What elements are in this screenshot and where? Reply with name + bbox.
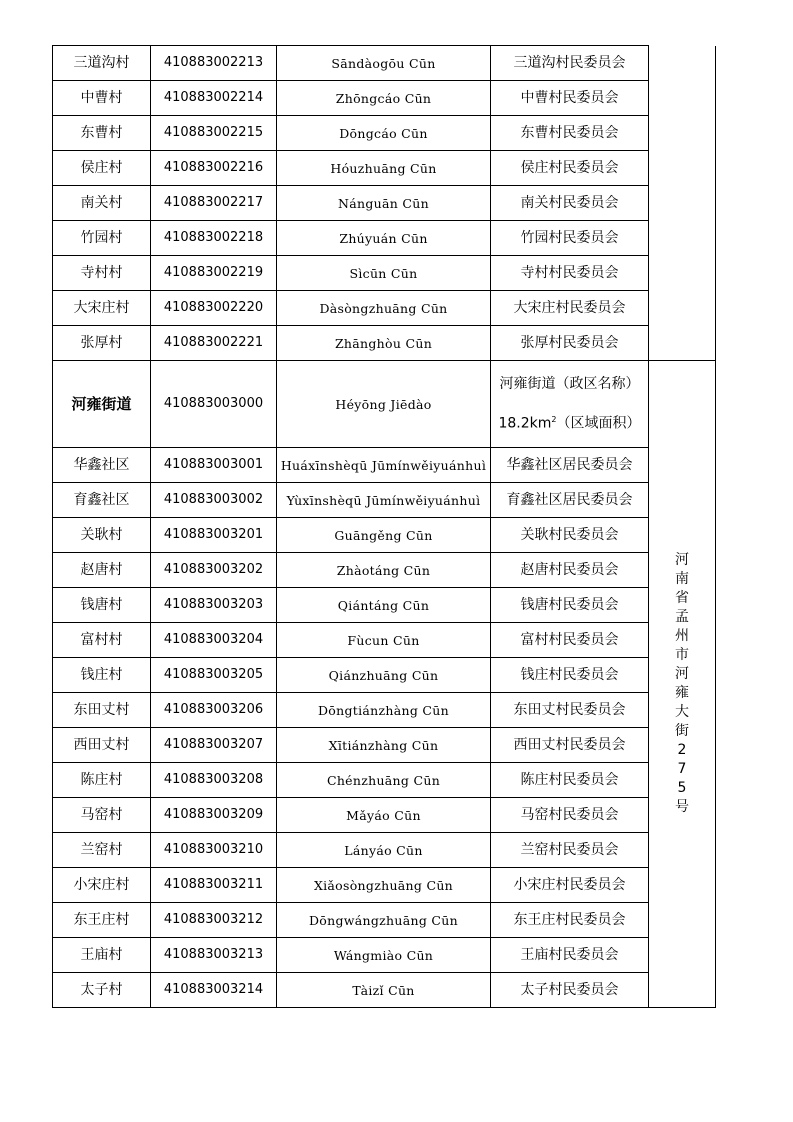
pinyin-cell: Xītiánzhàng Cūn <box>277 728 491 763</box>
organization-cell: 竹园村民委员会 <box>491 221 649 256</box>
village-name-cell: 育鑫社区 <box>53 483 151 518</box>
address-text: 河南省孟州市河雍大街275号 <box>675 552 689 815</box>
pinyin-cell: Dōngwángzhuāng Cūn <box>277 903 491 938</box>
village-name-cell: 东王庄村 <box>53 903 151 938</box>
division-code-cell: 410883002219 <box>151 256 277 291</box>
organization-cell: 寺村村民委员会 <box>491 256 649 291</box>
division-code-cell: 410883003203 <box>151 588 277 623</box>
division-code-cell: 410883003206 <box>151 693 277 728</box>
pinyin-cell: Xiǎosòngzhuāng Cūn <box>277 868 491 903</box>
village-name-cell: 三道沟村 <box>53 46 151 81</box>
table-row <box>53 973 716 1008</box>
table-row <box>53 553 716 588</box>
street-row <box>53 361 716 448</box>
street-name-cell: 河雍街道 <box>53 361 151 448</box>
organization-cell: 侯庄村民委员会 <box>491 151 649 186</box>
organization-cell: 关耿村民委员会 <box>491 518 649 553</box>
street-organization-cell <box>491 361 649 448</box>
pinyin-cell: Zhúyuán Cūn <box>277 221 491 256</box>
table-row <box>53 46 716 81</box>
division-code-cell: 410883002220 <box>151 291 277 326</box>
pinyin-cell: Qiántáng Cūn <box>277 588 491 623</box>
street-pinyin-cell: Héyōng Jiēdào <box>277 361 491 448</box>
organization-cell: 赵唐村民委员会 <box>491 553 649 588</box>
table-row <box>53 763 716 798</box>
pinyin-cell: Dōngtiánzhàng Cūn <box>277 693 491 728</box>
table-row <box>53 658 716 693</box>
pinyin-cell: Tàizǐ Cūn <box>277 973 491 1008</box>
table-row <box>53 938 716 973</box>
village-name-cell: 侯庄村 <box>53 151 151 186</box>
table-row <box>53 693 716 728</box>
division-code-cell: 410883002214 <box>151 81 277 116</box>
pinyin-cell: Mǎyáo Cūn <box>277 798 491 833</box>
street-code-cell: 410883003000 <box>151 361 277 448</box>
table-row <box>53 833 716 868</box>
village-name-cell: 关耿村 <box>53 518 151 553</box>
pinyin-cell: Wángmiào Cūn <box>277 938 491 973</box>
table-row <box>53 186 716 221</box>
table-row <box>53 483 716 518</box>
table-row <box>53 116 716 151</box>
division-code-cell: 410883003001 <box>151 448 277 483</box>
division-code-cell: 410883003214 <box>151 973 277 1008</box>
pinyin-cell: Huáxīnshèqū Jūmínwěiyuánhuì <box>277 448 491 483</box>
pinyin-cell: Fùcun Cūn <box>277 623 491 658</box>
pinyin-cell: Zhōngcáo Cūn <box>277 81 491 116</box>
table-row <box>53 798 716 833</box>
village-name-cell: 小宋庄村 <box>53 868 151 903</box>
table-row <box>53 623 716 658</box>
organization-cell: 西田丈村民委员会 <box>491 728 649 763</box>
pinyin-cell: Dōngcáo Cūn <box>277 116 491 151</box>
table-row <box>53 728 716 763</box>
pinyin-cell: Sìcūn Cūn <box>277 256 491 291</box>
pinyin-cell: Sāndàogōu Cūn <box>277 46 491 81</box>
organization-cell: 中曹村民委员会 <box>491 81 649 116</box>
pinyin-cell: Dàsòngzhuāng Cūn <box>277 291 491 326</box>
division-code-cell: 410883003210 <box>151 833 277 868</box>
pinyin-cell: Guāngěng Cūn <box>277 518 491 553</box>
organization-cell: 东王庄村民委员会 <box>491 903 649 938</box>
division-code-cell: 410883002217 <box>151 186 277 221</box>
division-code-cell: 410883003205 <box>151 658 277 693</box>
pinyin-cell: Zhàotáng Cūn <box>277 553 491 588</box>
organization-cell: 大宋庄村民委员会 <box>491 291 649 326</box>
village-name-cell: 中曹村 <box>53 81 151 116</box>
table-row <box>53 326 716 361</box>
village-name-cell: 陈庄村 <box>53 763 151 798</box>
division-code-cell: 410883002213 <box>151 46 277 81</box>
organization-cell: 富村村民委员会 <box>491 623 649 658</box>
village-name-cell: 南关村 <box>53 186 151 221</box>
division-code-cell: 410883003202 <box>151 553 277 588</box>
division-code-cell: 410883003204 <box>151 623 277 658</box>
village-name-cell: 赵唐村 <box>53 553 151 588</box>
village-name-cell: 张厚村 <box>53 326 151 361</box>
village-name-cell: 太子村 <box>53 973 151 1008</box>
village-name-cell: 马窑村 <box>53 798 151 833</box>
table-row <box>53 291 716 326</box>
table-row <box>53 868 716 903</box>
organization-cell: 张厚村民委员会 <box>491 326 649 361</box>
organization-cell: 东田丈村民委员会 <box>491 693 649 728</box>
village-name-cell: 大宋庄村 <box>53 291 151 326</box>
division-code-cell: 410883003213 <box>151 938 277 973</box>
organization-cell: 东曹村民委员会 <box>491 116 649 151</box>
division-code-cell: 410883002221 <box>151 326 277 361</box>
division-code-cell: 410883002216 <box>151 151 277 186</box>
organization-cell: 陈庄村民委员会 <box>491 763 649 798</box>
division-code-cell: 410883003212 <box>151 903 277 938</box>
table-row <box>53 81 716 116</box>
village-name-cell: 钱唐村 <box>53 588 151 623</box>
table-row <box>53 448 716 483</box>
organization-cell: 王庙村民委员会 <box>491 938 649 973</box>
pinyin-cell: Nánguān Cūn <box>277 186 491 221</box>
organization-cell: 钱唐村民委员会 <box>491 588 649 623</box>
division-code-cell: 410883003211 <box>151 868 277 903</box>
division-code-cell: 410883003208 <box>151 763 277 798</box>
village-name-cell: 富村村 <box>53 623 151 658</box>
village-name-cell: 竹园村 <box>53 221 151 256</box>
village-name-cell: 王庙村 <box>53 938 151 973</box>
division-code-cell: 410883002218 <box>151 221 277 256</box>
division-code-cell: 410883003207 <box>151 728 277 763</box>
village-name-cell: 西田丈村 <box>53 728 151 763</box>
village-name-cell: 华鑫社区 <box>53 448 151 483</box>
organization-cell: 小宋庄村民委员会 <box>491 868 649 903</box>
pinyin-cell: Chénzhuāng Cūn <box>277 763 491 798</box>
organization-cell: 钱庄村民委员会 <box>491 658 649 693</box>
street-area-name: 河雍街道（政区名称） <box>499 376 640 393</box>
pinyin-cell: Yùxīnshèqū Jūmínwěiyuánhuì <box>277 483 491 518</box>
village-name-cell: 钱庄村 <box>53 658 151 693</box>
division-table <box>52 45 716 1008</box>
organization-cell: 马窑村民委员会 <box>491 798 649 833</box>
area-value: 18.2km <box>498 415 552 432</box>
village-name-cell: 东曹村 <box>53 116 151 151</box>
organization-cell: 南关村民委员会 <box>491 186 649 221</box>
division-code-cell: 410883003201 <box>151 518 277 553</box>
area-unit-exponent: 2 <box>551 415 557 425</box>
pinyin-cell: Qiánzhuāng Cūn <box>277 658 491 693</box>
table-row <box>53 588 716 623</box>
division-code-cell: 410883002215 <box>151 116 277 151</box>
pinyin-cell: Hóuzhuāng Cūn <box>277 151 491 186</box>
village-name-cell: 寺村村 <box>53 256 151 291</box>
table-row <box>53 221 716 256</box>
division-code-cell: 410883003002 <box>151 483 277 518</box>
address-cell <box>649 361 716 1008</box>
organization-cell: 育鑫社区居民委员会 <box>491 483 649 518</box>
division-code-cell: 410883003209 <box>151 798 277 833</box>
address-cell-continued <box>649 46 716 361</box>
table-row <box>53 518 716 553</box>
organization-cell: 三道沟村民委员会 <box>491 46 649 81</box>
table-row <box>53 256 716 291</box>
organization-cell: 华鑫社区居民委员会 <box>491 448 649 483</box>
table-row <box>53 151 716 186</box>
street-area-size <box>491 402 648 442</box>
organization-cell: 兰窑村民委员会 <box>491 833 649 868</box>
village-name-cell: 兰窑村 <box>53 833 151 868</box>
pinyin-cell: Zhānghòu Cūn <box>277 326 491 361</box>
organization-cell: 太子村民委员会 <box>491 973 649 1008</box>
table-row <box>53 903 716 938</box>
pinyin-cell: Lányáo Cūn <box>277 833 491 868</box>
area-label: （区域面积） <box>556 415 641 432</box>
village-name-cell: 东田丈村 <box>53 693 151 728</box>
